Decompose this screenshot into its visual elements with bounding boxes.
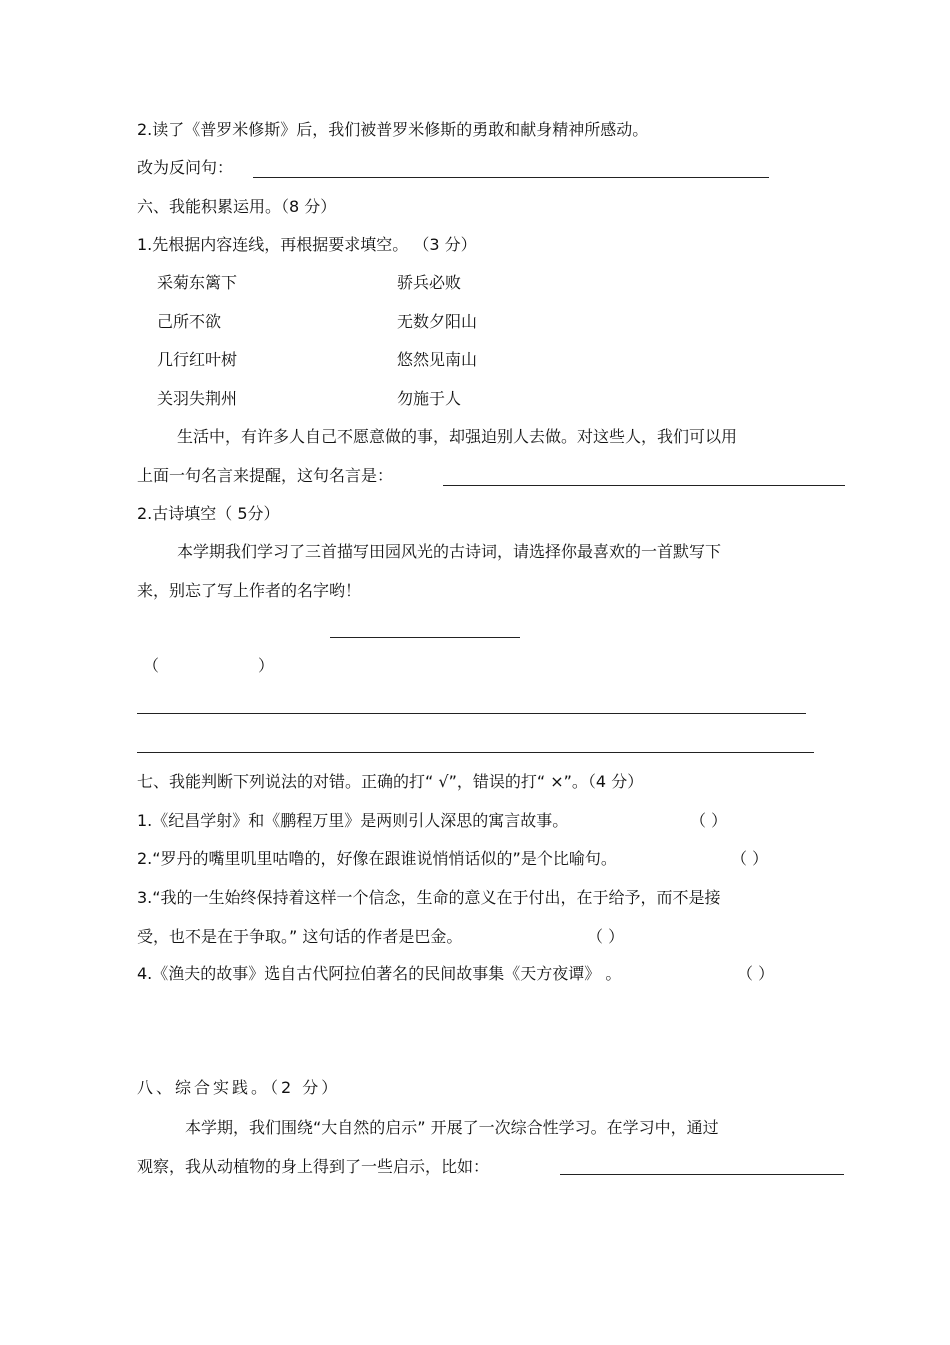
judgement-item-cont: 受，也不是在于争取。” 这句话的作者是巴金。 bbox=[137, 927, 463, 946]
matching-left-item[interactable]: 采菊东篱下 bbox=[157, 273, 238, 292]
proverb-paragraph: 生活中，有许多人自己不愿意做的事，却强迫别人去做。对这些人，我们可以用 bbox=[177, 427, 738, 446]
poem-line[interactable] bbox=[137, 752, 814, 753]
section-8-title: 八、综合实践。（2 分） bbox=[137, 1078, 341, 1097]
section-6-title: 六、我能积累运用。（8 分） bbox=[137, 197, 337, 216]
matching-left-item[interactable]: 己所不欲 bbox=[157, 312, 222, 331]
judgement-answer-paren[interactable]: （ ） bbox=[737, 964, 775, 983]
author-paren-close: ） bbox=[258, 656, 275, 675]
practice-paragraph: 本学期，我们围绕“大自然的启示” 开展了一次综合性学习。在学习中，通过 bbox=[185, 1118, 719, 1137]
poem-line[interactable] bbox=[137, 713, 806, 714]
answer-line[interactable] bbox=[560, 1174, 844, 1175]
matching-right-item[interactable]: 悠然见南山 bbox=[397, 350, 478, 369]
judgement-answer-paren[interactable]: （ ） bbox=[587, 927, 625, 946]
poem-paragraph: 本学期我们学习了三首描写田园风光的古诗词，请选择你最喜欢的一首默写下 bbox=[177, 542, 722, 561]
rewrite-question-prompt: 2.读了《普罗米修斯》后，我们被普罗米修斯的勇敢和献身精神所感动。 bbox=[137, 120, 649, 139]
matching-right-item[interactable]: 勿施于人 bbox=[397, 389, 462, 408]
poem-paragraph-cont: 来，别忘了写上作者的名字哟！ bbox=[137, 581, 362, 600]
poem-question-prompt: 2.古诗填空（ 5分） bbox=[137, 504, 280, 523]
answer-line[interactable] bbox=[443, 485, 845, 486]
matching-right-item[interactable]: 骄兵必败 bbox=[397, 273, 462, 292]
practice-paragraph-cont: 观察，我从动植物的身上得到了一些启示，比如： bbox=[137, 1157, 490, 1176]
answer-line[interactable] bbox=[253, 177, 769, 178]
proverb-paragraph-cont: 上面一句名言来提醒，这句名言是： bbox=[137, 466, 394, 485]
matching-left-item[interactable]: 关羽失荆州 bbox=[157, 389, 238, 408]
poem-title-line[interactable] bbox=[330, 637, 520, 638]
matching-right-item[interactable]: 无数夕阳山 bbox=[397, 312, 478, 331]
judgement-answer-paren[interactable]: （ ） bbox=[690, 811, 728, 830]
rewrite-question-instruction: 改为反问句： bbox=[137, 158, 234, 177]
matching-left-item[interactable]: 几行红叶树 bbox=[157, 350, 238, 369]
judgement-item: 2.“罗丹的嘴里叽里咕噜的，好像在跟谁说悄悄话似的”是个比喻句。 bbox=[137, 849, 617, 868]
judgement-item: 4.《渔夫的故事》选自古代阿拉伯著名的民间故事集《天方夜谭》 。 bbox=[137, 964, 622, 983]
judgement-item: 1.《纪昌学射》和《鹏程万里》是两则引人深思的寓言故事。 bbox=[137, 811, 569, 830]
section-7-title: 七、我能判断下列说法的对错。正确的打“ √”，错误的打“ ×”。（4 分） bbox=[137, 772, 644, 791]
judgement-item: 3.“我的一生始终保持着这样一个信念，生命的意义在于付出，在于给予，而不是接 bbox=[137, 888, 721, 907]
matching-question-prompt: 1.先根据内容连线，再根据要求填空。 （3 分） bbox=[137, 235, 477, 254]
judgement-answer-paren[interactable]: （ ） bbox=[731, 849, 769, 868]
author-paren-open: （ bbox=[143, 656, 160, 675]
